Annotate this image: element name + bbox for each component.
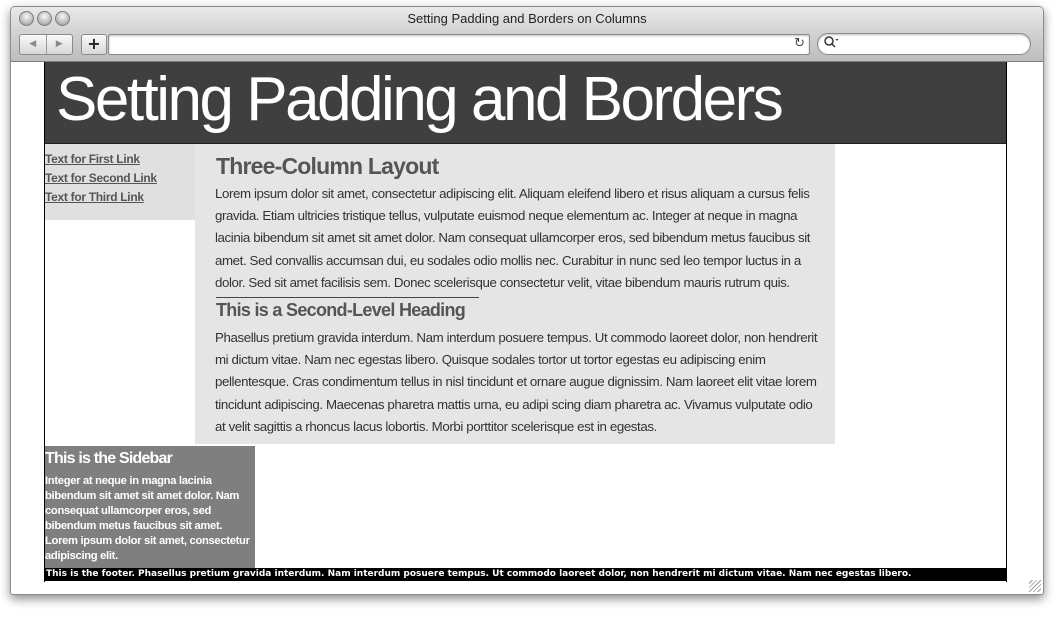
reload-icon[interactable]: ↻: [794, 36, 805, 51]
section-divider: [216, 297, 479, 298]
magnifier-icon[interactable]: [823, 35, 839, 52]
back-arrow-icon[interactable]: ◀: [20, 35, 47, 54]
sidebar-heading: This is the Sidebar: [45, 450, 173, 467]
main-heading: Three-Column Layout: [216, 153, 439, 179]
browser-window: [10, 6, 1044, 595]
title-bar: [11, 7, 1043, 62]
nav-link-second[interactable]: Text for Second Link: [45, 171, 157, 185]
main-paragraph-2: Phasellus pretium gravida interdum. Nam interdum posuere tempus. Ut commodo laoreet dolor, non hendrerit mi dictum vitae. Nam nec egestas libero. Quisque sodales tortor ut tortor egestas eu adipiscing enim pellentesque. Cras condimentum tellus in nisl tincidunt et ornare augue dignissim. Nam laoreet elit vitae lorem tincidunt adipiscing. Maecenas pharetra mattis urna, eu adipi scing diam pharetra ac. Vivamus vulputate odio at velit sagittis a rhoncus lacus lobortis. Morbi porttitor scelerisque est in egestas.: [215, 330, 818, 434]
second-level-heading: This is a Second-Level Heading: [216, 300, 466, 320]
page-footer: [45, 568, 1006, 581]
page-content: [44, 62, 1007, 582]
sidebar: [45, 446, 255, 568]
nav-link-first[interactable]: Text for First Link: [45, 152, 140, 166]
main-content: [195, 144, 835, 444]
history-nav-group: [19, 34, 73, 55]
window-title: Setting Padding and Borders on Columns: [407, 11, 647, 26]
url-field[interactable]: [108, 34, 810, 55]
sidebar-text: Integer at neque in magna lacinia bibendum sit amet sit amet dolor. Nam consequat ullamcorper eros, sed bibendum metus faucibus sit amet. Lorem ipsum dolor sit amet, consectetur adipiscing elit.: [45, 475, 250, 562]
page-title: Setting Padding and Borders: [56, 65, 782, 134]
nav-link-third[interactable]: Text for Third Link: [45, 190, 144, 204]
resize-grip-icon[interactable]: [1029, 580, 1041, 592]
main-paragraph-1: Lorem ipsum dolor sit amet, consectetur adipiscing elit. Aliquam eleifend libero et risus aliquam a cursus felis gravida. Etiam ultricies tristique tellus, vulputate euismod neque elementum ac. Integer at neque in magna lacinia bibendum sit amet sit amet dolor. Nam consequat ullamcorper eros, sed bibendum metus faucibus sit amet. Sed convallis accumsan dui, eu sodales odio mollis nec. Curabitur in nunc sed leo tempor luctus in a dolor. Sed sit amet facilisis sem. Donec scelerisque consectetur velit, vitae bibendum mauris rutrum quis.: [215, 186, 811, 290]
page-header: [45, 62, 1006, 144]
forward-arrow-icon[interactable]: ▶: [55, 39, 63, 49]
search-field[interactable]: [817, 33, 1031, 55]
footer-text: This is the footer. Phasellus pretium gravida interdum. Nam interdum posuere tempus. Ut commodo laoreet dolor, non hendrerit mi dictum vitae. Nam nec egestas libero.: [46, 569, 912, 579]
add-bookmark-button[interactable]: +: [81, 34, 107, 55]
nav-links: [45, 144, 195, 220]
